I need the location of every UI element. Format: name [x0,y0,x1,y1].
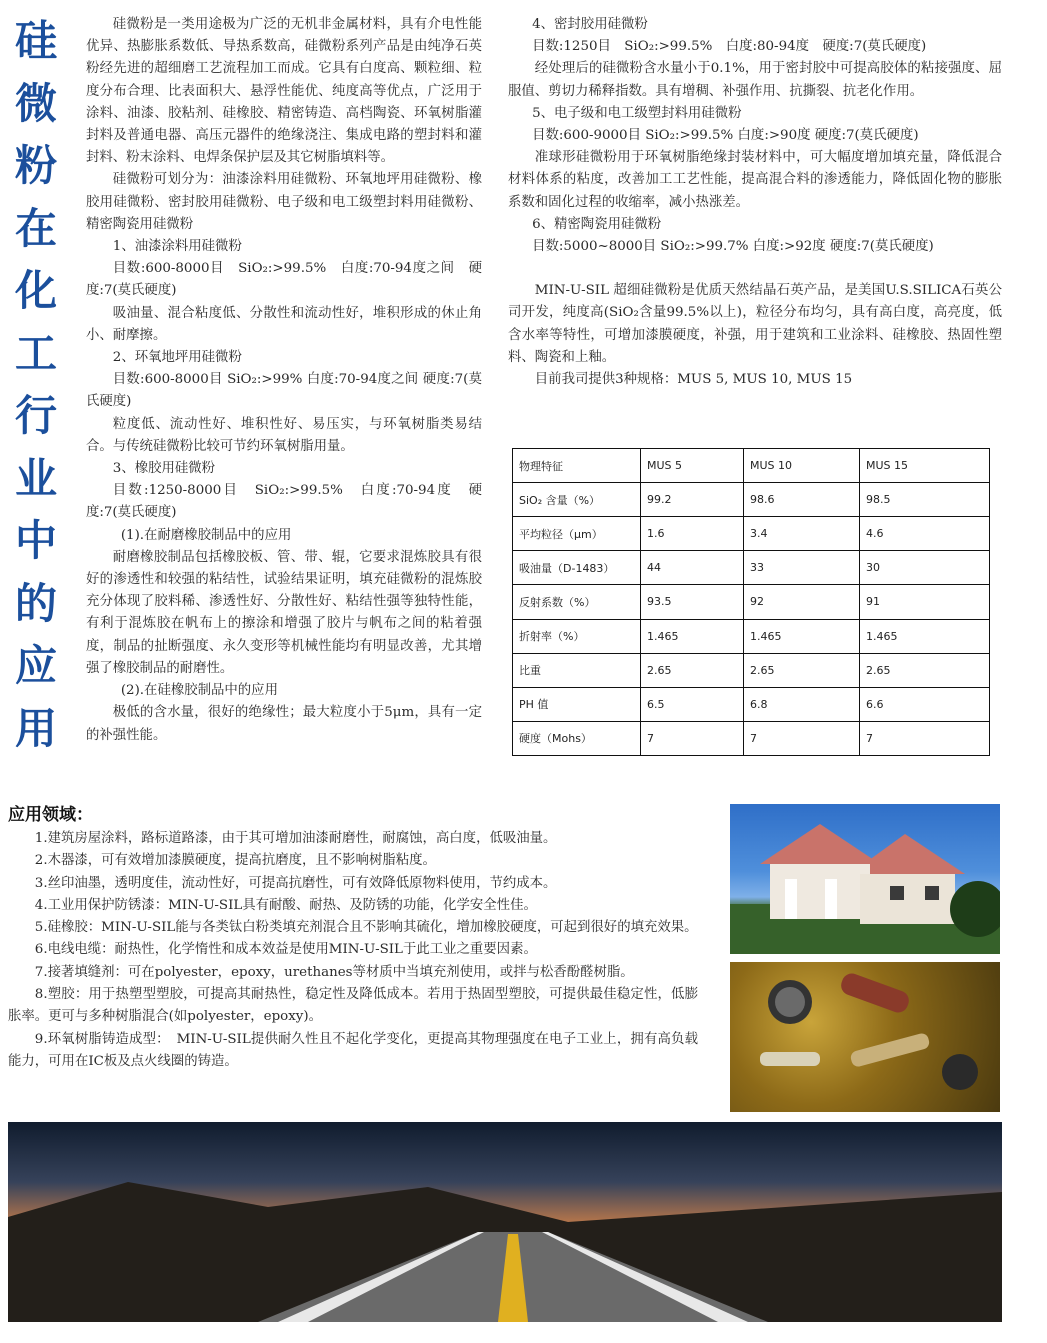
table-cell: SiO₂ 含量（%） [513,483,641,517]
title-char: 工 [14,328,57,378]
title-char: 业 [14,453,57,503]
circuit-board-photo [730,962,1000,1112]
table-header-cell: MUS 5 [641,449,744,483]
paragraph: (1).在耐磨橡胶制品中的应用 [120,527,292,543]
table-cell: 硬度（Mohs） [513,721,641,755]
table-cell: 2.65 [641,653,744,687]
road-sunset-photo [8,1122,1002,1322]
right-column [508,14,1002,391]
application-item: 9.环氧树脂铸造成型： MIN-U-SIL提供耐久性且不起化学变化，更提高其物理强度在电子工业上，拥有高负载能力，可用在IC板及点火线圈的铸造。 [8,1031,698,1069]
title-char: 粉 [14,141,57,190]
left-column [86,14,482,747]
paragraph: 经处理后的硅微粉含水量小于0.1%，用于密封胶中可提高胶体的粘接强度、屈服值、剪切力稀释指数。具有增稠、补强作用、抗撕裂、抗老化作用。 [508,61,1002,99]
table-cell: PH 值 [513,687,641,721]
table-cell: 91 [860,585,990,619]
table-row [513,517,990,551]
title-char: 化 [14,266,57,315]
table-cell: 7 [744,721,860,755]
table-header-cell: MUS 10 [744,449,860,483]
table-cell: 6.6 [860,687,990,721]
house-photo [730,804,1000,954]
application-item: 1.建筑房屋涂料，路标道路漆，由于其可增加油漆耐磨性，耐腐蚀，高白度，低吸油量。 [34,831,557,846]
paragraph: 目数:1250-8000目 SiO₂:>99.5% 白度:70-94度 硬度:7(莫氏硬度) [86,483,482,521]
application-item: 6.电线电缆：耐热性，化学惰性和成本效益是使用MIN-U-SIL于此工业之重要因素。 [34,942,537,958]
title-char: 应 [14,641,57,690]
paragraph: 粒度低、流动性好、堆积性好、易压实，与环氧树脂类易结合。与传统硅微粉比较可节约环氧树脂用量。 [86,416,482,454]
paragraph: 硅微粉可划分为：油漆涂料用硅微粉、环氧地坪用硅微粉、橡胶用硅微粉、密封胶用硅微粉、电子级和电工级塑封料用硅微粉、精密陶瓷用硅微粉 [86,172,482,232]
title-char: 在 [14,203,57,253]
title-char: 行 [14,391,57,440]
application-item: 3.丝印油墨，透明度佳，流动性好，可提高抗磨性，可有效降低原物料使用，节约成本。 [34,875,557,891]
paragraph: 1、油漆涂料用硅微粉 [112,239,242,255]
applications-title: 应用领域： [8,805,93,825]
table-header-cell: 物理特征 [513,449,641,483]
table-row [513,687,990,721]
paragraph: 3、橡胶用硅微粉 [112,461,216,477]
table-cell: 98.5 [860,483,990,517]
spec-table [512,448,990,756]
paragraph: 目数:600-8000目 SiO₂:>99% 白度:70-94度之间 硬度:7(莫氏硬度) [86,372,482,410]
table-cell: 6.8 [744,687,860,721]
table-row [513,721,990,755]
table-cell: 1.6 [641,517,744,551]
table-cell: 1.465 [641,619,744,653]
application-item: 4.工业用保护防锈漆：MIN-U-SIL具有耐酸、耐热、及防锈的功能，化学安全性佳。 [34,897,537,913]
table-cell: 92 [744,585,860,619]
table-cell: 2.65 [744,653,860,687]
table-header-cell: MUS 15 [860,449,990,483]
application-item: 8.塑胶：用于热塑型塑胶，可提高其耐热性，稳定性及降低成本。若用于热固型塑胶，可提供最佳稳定性，低膨胀率。更可与多种树脂混合(如polyester，epoxy)。 [8,987,698,1025]
title-char: 的 [14,578,57,628]
table-header-row [513,449,990,483]
table-row [513,619,990,653]
application-item: 2.木器漆，可有效增加漆膜硬度，提高抗磨度，且不影响树脂粘度。 [34,853,436,869]
paragraph: 硅微粉是一类用途极为广泛的无机非金属材料，具有介电性能优异、热膨胀系数低、导热系数高，硅微粉系列产品是由纯净石英粉经先进的超细磨工艺流程加工而成。它具有白度高、颗粒细、粒度分布合理、比表面积大、悬浮性能优、纯度高等优点，广泛用于涂料、油漆、胶粘剂、硅橡胶、精密铸造、高档陶瓷、环氧树脂灌封料及普通电器、高压元器件的绝缘浇注、集成电路的塑封料和灌封料、粉末涂料、电焊条保护层及其它树脂填料等。 [86,17,482,166]
table-row [513,483,990,517]
paragraph: MIN-U-SIL 超细硅微粉是优质天然结晶石英产品，是美国U.S.SILICA石英公司开发，纯度高(SiO₂含量99.5%以上)，粒径分布均匀，具有高白度，高亮度，低含水率等特性，可增加漆膜硬度，补强，用于建筑和工业涂料、硅橡胶、热固性塑料、陶瓷和上釉。 [508,283,1002,365]
paragraph: 5、电子级和电工级塑封料用硅微粉 [532,105,742,121]
paragraph: 2、环氧地坪用硅微粉 [112,350,242,366]
paragraph: 目数:1250目 SiO₂:>99.5% 白度:80-94度 硬度:7(莫氏硬度) [532,39,927,55]
table-cell: 1.465 [744,619,860,653]
table-cell: 折射率（%） [513,619,641,653]
application-item: 5.硅橡胶：MIN-U-SIL能与各类钛白粉类填充剂混合且不影响其硫化，增加橡胶硬度，可起到很好的填充效果。 [34,920,698,936]
paragraph: 4、密封胶用硅微粉 [532,17,648,32]
application-item: 7.接著填缝剂：可在polyester，epoxy，urethanes等材质中当填充剂使用，或拌与松香酚醛树脂。 [34,964,634,980]
table-cell: 33 [744,551,860,585]
table-cell: 7 [860,721,990,755]
paragraph: 目数:600-9000目 SiO₂:>99.5% 白度:>90度 硬度:7(莫氏硬度) [532,128,919,144]
vertical-title [4,10,68,760]
paragraph: 目数:600-8000目 SiO₂:>99.5% 白度:70-94度之间 硬度:7(莫氏硬度) [86,261,482,299]
paragraph [508,258,1002,280]
table-row [513,551,990,585]
table-cell: 4.6 [860,517,990,551]
table-cell: 吸油量（D-1483） [513,551,641,585]
title-char: 微 [14,78,57,128]
paragraph: 吸油量、混合粘度低、分散性和流动性好，堆积形成的休止角小、耐摩擦。 [86,305,482,343]
paragraph: 耐磨橡胶制品包括橡胶板、管、带、辊，它要求混炼胶具有很好的渗透性和较强的粘结性，试验结果证明，填充硅微粉的混炼胶充分体现了胶料稀、渗透性好、分散性好、粘结性强等独特性能，有利于混炼胶在帆布上的擦涂和增强了胶片与帆布之间的粘着强度，制品的扯断强度、永久变形等机械性能均有明显改善，尤其增强了橡胶制品的耐磨性。 [86,549,482,676]
title-char: 硅 [14,16,57,65]
table-cell: 7 [641,721,744,755]
paragraph: (2).在硅橡胶制品中的应用 [120,683,278,699]
table-cell: 6.5 [641,687,744,721]
applications-list [8,828,698,1073]
table-cell: 平均粒径（μm） [513,517,641,551]
table-cell: 反射系数（%） [513,585,641,619]
paragraph: 准球形硅微粉用于环氧树脂绝缘封装材料中，可大幅度增加填充量，降低混合材料体系的粘度，改善加工工艺性能，提高混合料的渗透能力，降低固化物的膨胀系数和固化过程的收缩率，减小热涨差。 [508,150,1002,210]
table-cell: 3.4 [744,517,860,551]
title-char: 用 [14,703,57,753]
title-char: 中 [14,516,57,565]
table-cell: 93.5 [641,585,744,619]
paragraph: 目前我司提供3种规格：MUS 5, MUS 10, MUS 15 [534,372,853,388]
table-cell: 比重 [513,653,641,687]
table-row [513,585,990,619]
paragraph: 极低的含水量，很好的绝缘性；最大粒度小于5μm，具有一定的补强性能。 [86,705,482,743]
table-cell: 99.2 [641,483,744,517]
table-cell: 44 [641,551,744,585]
paragraph: 6、精密陶瓷用硅微粉 [532,216,662,232]
table-cell: 1.465 [860,619,990,653]
table-cell: 98.6 [744,483,860,517]
table-cell: 30 [860,551,990,585]
table-row [513,653,990,687]
table-cell: 2.65 [860,653,990,687]
paragraph: 目数:5000~8000目 SiO₂:>99.7% 白度:>92度 硬度:7(莫氏硬度) [532,239,934,255]
